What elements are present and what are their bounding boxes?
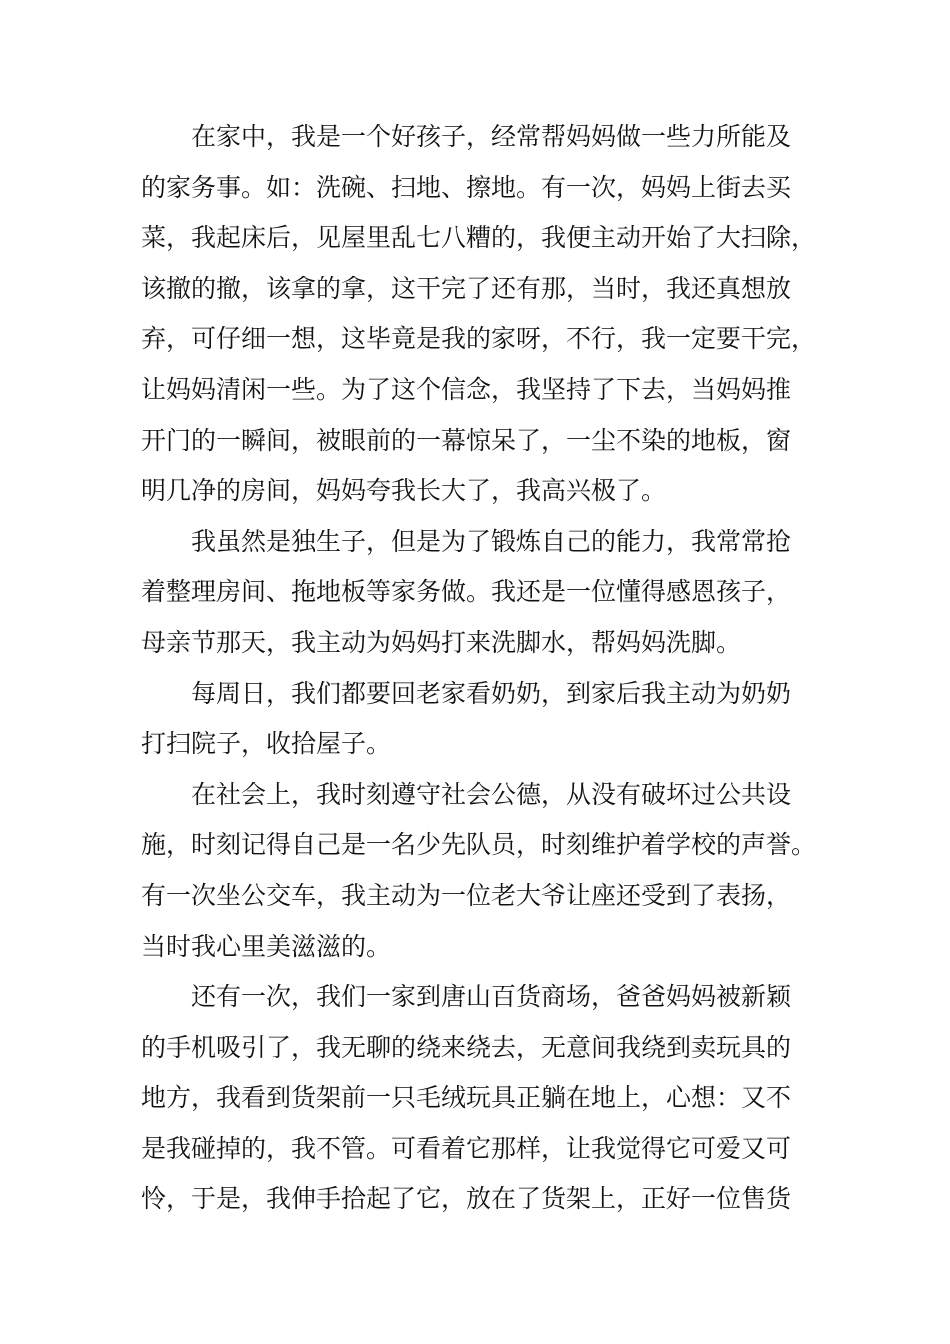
text-line: 打扫院子，收拾屋子。 — [141, 729, 392, 759]
text-line: 在社会上，我时刻遵守社会公德，从没有破坏过公共设 — [191, 779, 792, 809]
text-line: 当时我心里美滋滋的。 — [141, 931, 392, 961]
text-line: 还有一次，我们一家到唐山百货商场，爸爸妈妈被新颖 — [191, 982, 792, 1012]
text-line: 我虽然是独生子，但是为了锻炼自己的能力，我常常抢 — [191, 526, 792, 556]
text-line: 有一次坐公交车，我主动为一位老大爷让座还受到了表扬， — [141, 880, 792, 910]
text-line: 地方，我看到货架前一只毛绒玩具正躺在地上，心想：又不 — [141, 1083, 792, 1113]
text-line: 是我碰掉的，我不管。可看着它那样，让我觉得它可爱又可 — [141, 1133, 792, 1163]
text-line: 母亲节那天，我主动为妈妈打来洗脚水，帮妈妈洗脚。 — [141, 627, 742, 657]
text-line: 让妈妈清闲一些。为了这个信念，我坚持了下去，当妈妈推 — [141, 374, 792, 404]
text-line: 着整理房间、拖地板等家务做。我还是一位懂得感恩孩子， — [141, 577, 792, 607]
text-line: 开门的一瞬间，被眼前的一幕惊呆了，一尘不染的地板，窗 — [141, 425, 792, 455]
text-line: 明几净的房间，妈妈夸我长大了，我高兴极了。 — [141, 476, 667, 506]
text-line: 每周日，我们都要回老家看奶奶，到家后我主动为奶奶 — [191, 678, 792, 708]
text-line: 弃，可仔细一想，这毕竟是我的家呀，不行，我一定要干完， — [141, 324, 817, 354]
text-line: 该撤的撤，该拿的拿，这干完了还有那，当时，我还真想放 — [141, 273, 792, 303]
text-line: 施，时刻记得自己是一名少先队员，时刻维护着学校的声誉。 — [141, 830, 817, 860]
document-body — [141, 112, 821, 1225]
text-line: 的家务事。如：洗碗、扫地、擦地。有一次，妈妈上街去买 — [141, 172, 792, 202]
text-line: 菜，我起床后，见屋里乱七八糟的，我便主动开始了大扫除， — [141, 223, 817, 253]
text-line: 的手机吸引了，我无聊的绕来绕去，无意间我绕到卖玩具的 — [141, 1032, 792, 1062]
text-line: 怜，于是，我伸手拾起了它，放在了货架上，正好一位售货 — [141, 1184, 792, 1214]
text-line: 在家中，我是一个好孩子，经常帮妈妈做一些力所能及 — [191, 122, 792, 151]
